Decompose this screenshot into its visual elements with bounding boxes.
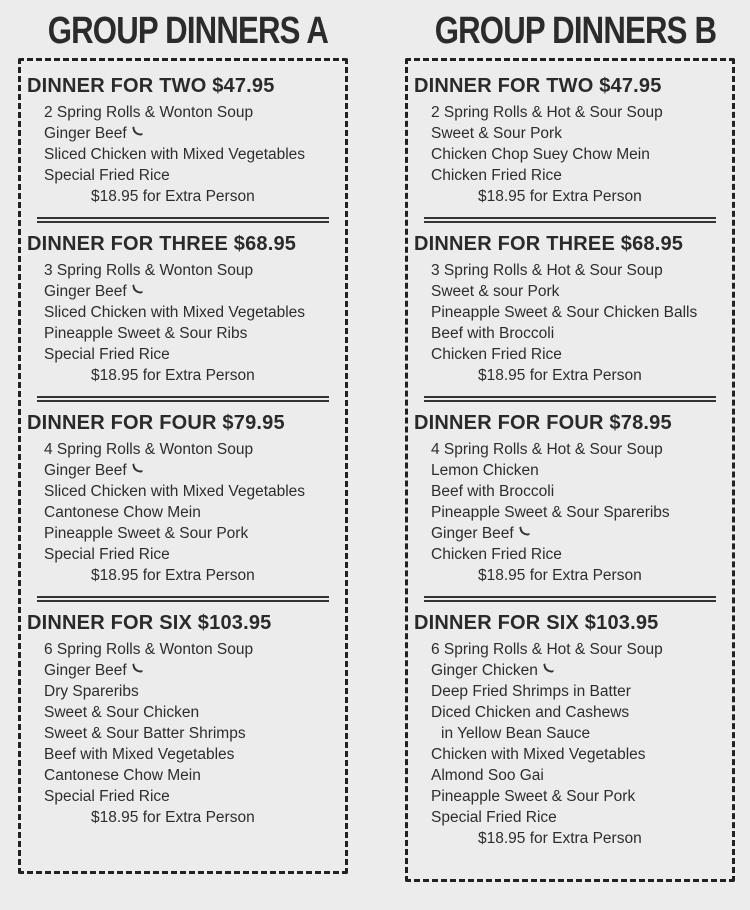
menu-item — [44, 723, 339, 744]
menu-item-label: Beef with Mixed Vegetables — [44, 746, 235, 763]
menu-item — [431, 481, 726, 502]
menu-item — [44, 765, 339, 786]
menu-item-label: Pineapple Sweet & Sour Ribs — [44, 325, 248, 342]
menu-item — [44, 702, 339, 723]
menu-item-label: 2 Spring Rolls & Wonton Soup — [44, 104, 254, 121]
menu-item — [431, 544, 726, 565]
menu-item — [44, 660, 339, 681]
chili-pepper-icon — [132, 662, 143, 673]
menu-item — [431, 260, 726, 281]
menu-item-label: Pineapple Sweet & Sour Chicken Balls — [431, 304, 698, 321]
menu-item — [431, 281, 726, 302]
menu-item-list — [27, 639, 339, 807]
menu-item-list — [414, 439, 726, 565]
menu-item — [431, 660, 726, 681]
menu-item — [431, 744, 726, 765]
menu-item — [44, 544, 339, 565]
menu-item-label: Chicken with Mixed Vegetables — [431, 746, 646, 763]
menu-item-label: Sweet & Sour Chicken — [44, 704, 200, 721]
menu-item — [44, 786, 339, 807]
menu-item — [44, 460, 339, 481]
dinner-section — [414, 612, 726, 849]
menu-item — [431, 702, 726, 723]
menu-item — [44, 144, 339, 165]
menu-item-label: in Yellow Bean Sauce — [441, 725, 591, 742]
group-dinners-b-column — [405, 0, 735, 882]
menu-item — [44, 344, 339, 365]
menu-item-list — [414, 260, 726, 365]
menu-item-label: Special Fried Rice — [44, 546, 170, 563]
group-title: GROUP DINNERS A — [47, 10, 328, 52]
menu-item — [431, 807, 726, 828]
menu-item-label: Sweet & Sour Pork — [431, 125, 562, 142]
dinner-title: DINNER FOR TWO $47.95 — [27, 75, 275, 97]
menu-item-label: Ginger Chicken — [431, 662, 538, 679]
dinner-title: DINNER FOR TWO $47.95 — [414, 75, 662, 97]
menu-item-label: Beef with Broccoli — [431, 325, 555, 342]
extra-person-price: $18.95 for Extra Person — [478, 188, 642, 205]
menu-item-label: Special Fried Rice — [44, 346, 170, 363]
menu-item-label: Lemon Chicken — [431, 462, 539, 479]
menu-item — [44, 260, 339, 281]
menu-item — [44, 102, 339, 123]
menu-item — [44, 439, 339, 460]
menu-item-label: Beef with Broccoli — [431, 483, 555, 500]
double-rule-divider — [424, 217, 716, 223]
extra-person-price: $18.95 for Extra Person — [478, 567, 642, 584]
menu-item — [431, 460, 726, 481]
menu-item — [44, 744, 339, 765]
menu-item — [431, 344, 726, 365]
dinner-title: DINNER FOR SIX $103.95 — [414, 612, 659, 634]
extra-person-price: $18.95 for Extra Person — [478, 367, 642, 384]
dinner-section — [27, 75, 339, 207]
extra-person-price: $18.95 for Extra Person — [478, 830, 642, 847]
dinner-section — [414, 233, 726, 386]
chili-pepper-icon — [132, 125, 143, 136]
menu-item-list — [414, 639, 726, 828]
menu-item — [431, 723, 726, 744]
menu-item-label: 3 Spring Rolls & Hot & Sour Soup — [431, 262, 663, 279]
menu-item — [44, 165, 339, 186]
menu-item-label: Sweet & sour Pork — [431, 283, 560, 300]
extra-person-price: $18.95 for Extra Person — [91, 188, 255, 205]
menu-item — [431, 323, 726, 344]
menu-item — [431, 144, 726, 165]
extra-person-price: $18.95 for Extra Person — [91, 367, 255, 384]
menu-item-label: Sweet & Sour Batter Shrimps — [44, 725, 246, 742]
menu-item — [44, 502, 339, 523]
menu-item — [44, 523, 339, 544]
menu-item — [431, 502, 726, 523]
menu-item-label: Special Fried Rice — [44, 167, 170, 184]
group-dinners-a-column — [18, 0, 348, 874]
menu-item — [431, 639, 726, 660]
menu-item — [431, 102, 726, 123]
menu-item — [431, 786, 726, 807]
menu-item-label: Sliced Chicken with Mixed Vegetables — [44, 146, 306, 163]
dinner-title: DINNER FOR THREE $68.95 — [414, 233, 684, 255]
dinner-title: DINNER FOR SIX $103.95 — [27, 612, 272, 634]
menu-item — [431, 523, 726, 544]
menu-item-label: Ginger Beef — [431, 525, 514, 542]
menu-item-list — [27, 260, 339, 365]
menu-item-list — [27, 102, 339, 186]
menu-item-label: Special Fried Rice — [431, 809, 557, 826]
menu-item — [44, 281, 339, 302]
menu-item — [44, 123, 339, 144]
dinner-box — [405, 58, 735, 882]
menu-item-label: Sliced Chicken with Mixed Vegetables — [44, 483, 306, 500]
menu-item-label: 4 Spring Rolls & Hot & Sour Soup — [431, 441, 663, 458]
menu-item — [431, 681, 726, 702]
menu-item — [431, 439, 726, 460]
menu-item — [431, 765, 726, 786]
menu-item-label: Ginger Beef — [44, 283, 127, 300]
extra-person-price: $18.95 for Extra Person — [91, 809, 255, 826]
double-rule-divider — [37, 396, 329, 402]
dinner-section — [27, 612, 339, 828]
menu-item-label: Ginger Beef — [44, 462, 127, 479]
menu-item-list — [27, 439, 339, 565]
menu-item-label: Pineapple Sweet & Sour Pork — [431, 788, 636, 805]
menu-item-label: Dry Spareribs — [44, 683, 139, 700]
double-rule-divider — [424, 596, 716, 602]
menu-item-label: 2 Spring Rolls & Hot & Sour Soup — [431, 104, 663, 121]
menu-item — [44, 639, 339, 660]
menu-item — [44, 323, 339, 344]
extra-person-price: $18.95 for Extra Person — [91, 567, 255, 584]
double-rule-divider — [37, 217, 329, 223]
double-rule-divider — [424, 396, 716, 402]
menu-item-label: Pineapple Sweet & Sour Pork — [44, 525, 249, 542]
menu-item-label: 4 Spring Rolls & Wonton Soup — [44, 441, 254, 458]
dinner-section — [414, 75, 726, 207]
dinner-title: DINNER FOR THREE $68.95 — [27, 233, 297, 255]
menu-item-label: 6 Spring Rolls & Wonton Soup — [44, 641, 254, 658]
menu-item-label: Deep Fried Shrimps in Batter — [431, 683, 631, 700]
menu-item-label: Pineapple Sweet & Sour Spareribs — [431, 504, 670, 521]
menu-item-label: Chicken Chop Suey Chow Mein — [431, 146, 650, 163]
menu-item-label: 3 Spring Rolls & Wonton Soup — [44, 262, 254, 279]
dinner-section — [414, 412, 726, 586]
menu-item-label: Cantonese Chow Mein — [44, 767, 201, 784]
menu-item-label: Ginger Beef — [44, 125, 127, 142]
menu-item-label: Sliced Chicken with Mixed Vegetables — [44, 304, 306, 321]
menu-item-label: Diced Chicken and Cashews — [431, 704, 630, 721]
dinner-section — [27, 233, 339, 386]
menu-item — [44, 481, 339, 502]
menu-item — [431, 123, 726, 144]
dinner-title: DINNER FOR FOUR $79.95 — [27, 412, 285, 434]
double-rule-divider — [37, 596, 329, 602]
menu-item-label: Ginger Beef — [44, 662, 127, 679]
dinner-box — [18, 58, 348, 874]
menu-item-label: Special Fried Rice — [44, 788, 170, 805]
dinner-title: DINNER FOR FOUR $78.95 — [414, 412, 672, 434]
chili-pepper-icon — [132, 283, 143, 294]
group-title: GROUP DINNERS B — [434, 10, 717, 52]
dinner-section — [27, 412, 339, 586]
menu-item-list — [414, 102, 726, 186]
menu-item — [431, 165, 726, 186]
chili-pepper-icon — [519, 525, 530, 536]
chili-pepper-icon — [132, 462, 143, 473]
chili-pepper-icon — [543, 662, 554, 673]
menu-item-label: 6 Spring Rolls & Hot & Sour Soup — [431, 641, 663, 658]
menu-item — [44, 302, 339, 323]
menu-item-label: Chicken Fried Rice — [431, 167, 562, 184]
menu-item-label: Almond Soo Gai — [431, 767, 544, 784]
menu-item — [44, 681, 339, 702]
menu-item-label: Chicken Fried Rice — [431, 346, 562, 363]
menu-item — [431, 302, 726, 323]
menu-item-label: Cantonese Chow Mein — [44, 504, 201, 521]
menu-item-label: Chicken Fried Rice — [431, 546, 562, 563]
